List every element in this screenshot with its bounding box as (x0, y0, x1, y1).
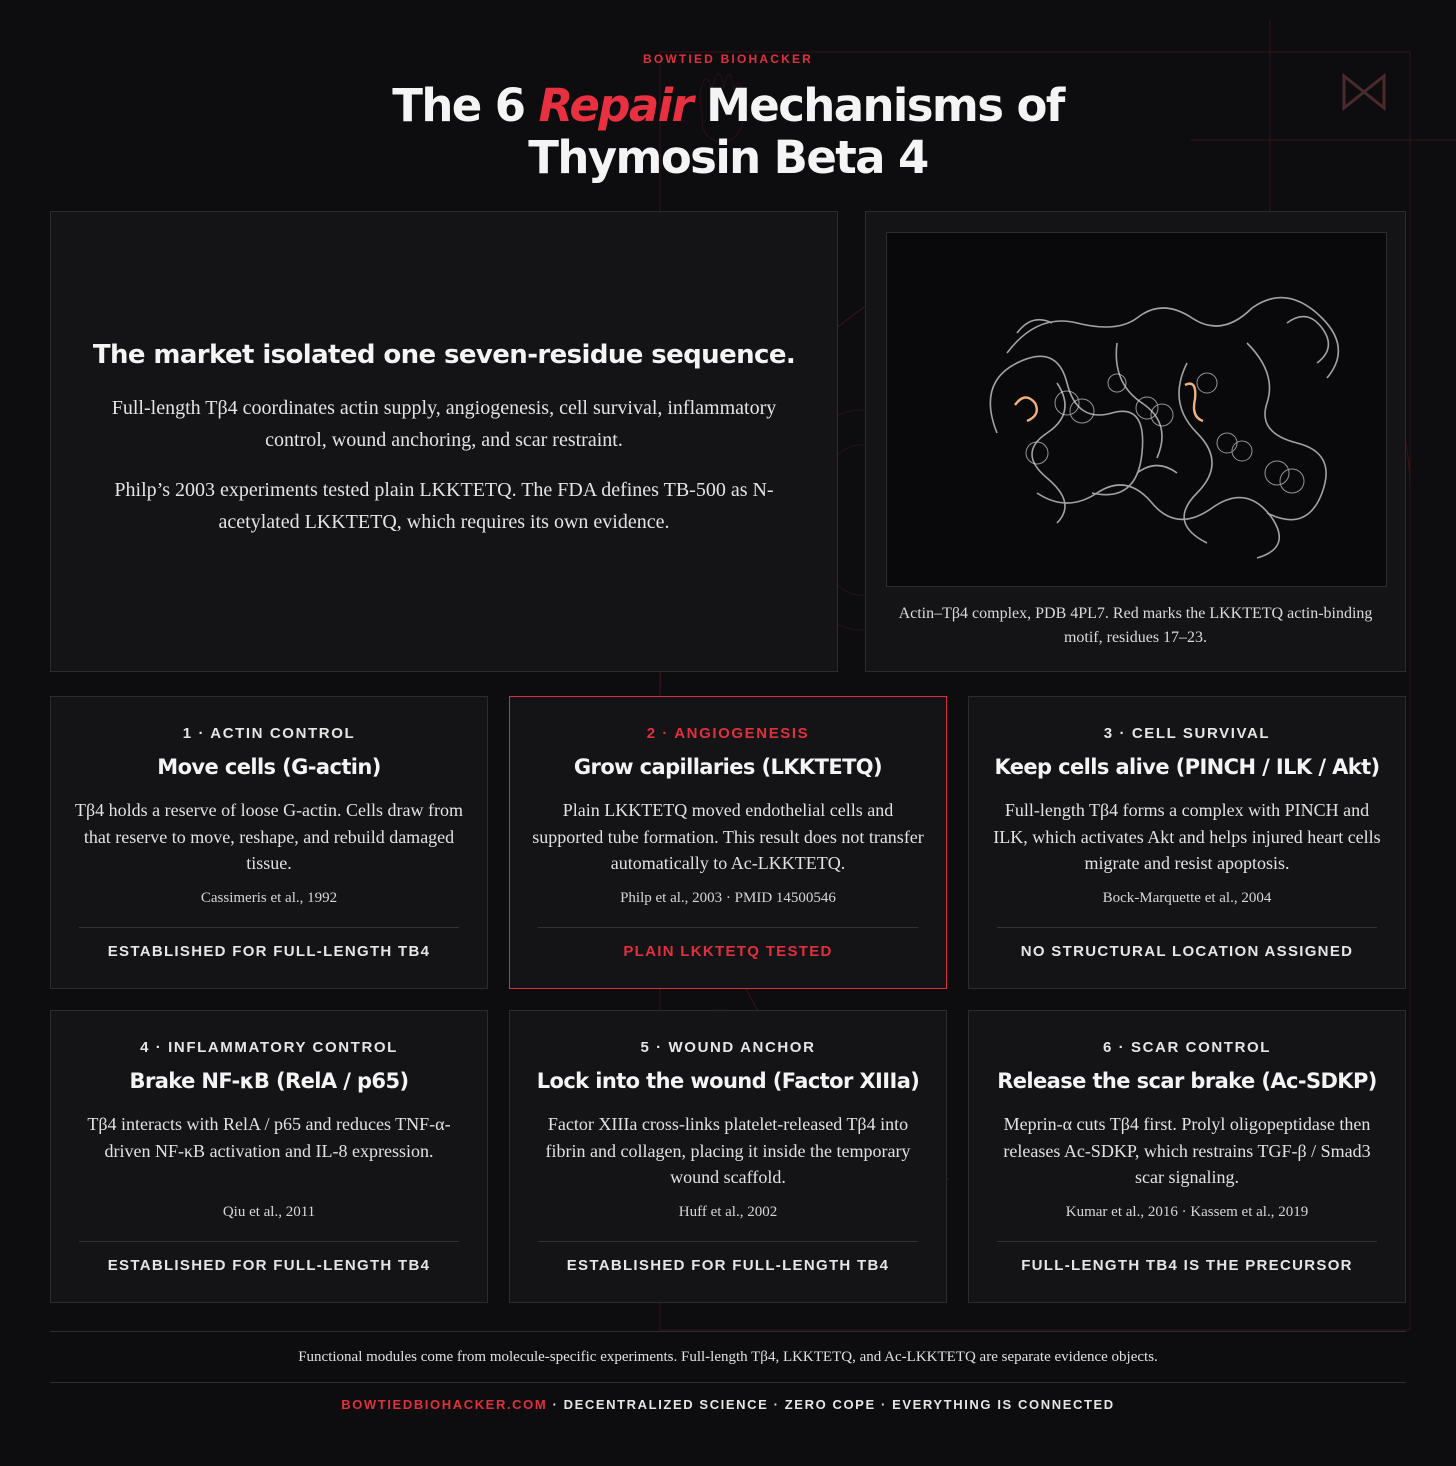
intro-heading: The market isolated one seven-residue sequence. (92, 340, 796, 370)
card-divider (997, 927, 1377, 928)
card-title: Keep cells alive (PINCH / ILK / Akt) (994, 755, 1380, 779)
card-divider (538, 1241, 918, 1242)
card-status: NO STRUCTURAL LOCATION ASSIGNED (1020, 943, 1354, 960)
lkktetq-motif-highlight (1015, 384, 1203, 421)
intro-paragraph-2: Philp’s 2003 experiments tested plain LKKTETQ. The FDA defines TB-500 as N-acetylated LKKTETQ, which requires its own evidence. (114, 479, 774, 533)
title-line-2: Thymosin Beta 4 (528, 131, 928, 184)
card-title: Move cells (G-actin) (157, 755, 381, 779)
mechanism-card-1 (50, 696, 488, 989)
page-title (0, 80, 1456, 184)
intro-paragraph-1: Full-length Tβ4 coordinates actin supply, angiogenesis, cell survival, inflammatory control, wound anchoring, and scar restraint. (111, 397, 777, 451)
card-body: Tβ4 interacts with RelA / p65 and reduces TNF-α-driven NF-κB activation and IL-8 expression. (87, 1114, 451, 1161)
card-divider (79, 1241, 459, 1242)
card-body: Full-length Tβ4 forms a complex with PINCH and ILK, which activates Akt and helps injured heart cells migrate and resist apoptosis. (993, 800, 1381, 873)
title-suffix: Mechanisms of (692, 79, 1064, 132)
card-tag: 6 · SCAR CONTROL (1102, 1039, 1272, 1056)
card-divider (79, 927, 459, 928)
protein-ribbon-drawing (887, 233, 1386, 586)
structure-figure-panel (865, 211, 1406, 672)
footer-slogans: · DECENTRALIZED SCIENCE · ZERO COPE · EVERYTHING IS CONNECTED (547, 1397, 1115, 1412)
mechanism-card-4 (50, 1010, 488, 1303)
card-title: Lock into the wound (Factor XIIIa) (536, 1069, 920, 1093)
card-body: Meprin-α cuts Tβ4 first. Prolyl oligopeptidase then releases Ac-SDKP, which restrains TGF-β / Smad3 scar signaling. (1003, 1114, 1371, 1187)
card-status: PLAIN LKKTETQ TESTED (623, 943, 833, 960)
card-tag: 3 · CELL SURVIVAL (1103, 725, 1271, 742)
footer-site-link[interactable]: BOWTIEDBIOHACKER.COM (341, 1397, 548, 1412)
mechanism-card-3 (968, 696, 1406, 989)
footnote: Functional modules come from molecule-specific experiments. Full-length Tβ4, LKKTETQ, and Ac-LKKTETQ are separate evidence objects. (298, 1349, 1158, 1365)
figure-caption: Actin–Tβ4 complex, PDB 4PL7. Red marks the LKKTETQ actin-binding motif, residues 17–23. (898, 605, 1373, 646)
card-title: Release the scar brake (Ac-SDKP) (997, 1069, 1377, 1093)
card-citation: Bock-Marquette et al., 2004 (1102, 890, 1272, 906)
card-title: Brake NF-κB (RelA / p65) (129, 1069, 409, 1093)
card-body: Plain LKKTETQ moved endothelial cells and supported tube formation. This result does not transfer automatically to Ac-LKKTETQ. (532, 800, 924, 873)
footnote-divider-bottom (50, 1382, 1406, 1383)
card-status: ESTABLISHED FOR FULL-LENGTH TB4 (107, 1257, 431, 1274)
intro-panel (50, 211, 838, 672)
card-tag: 5 · WOUND ANCHOR (640, 1039, 816, 1056)
card-body: Tβ4 holds a reserve of loose G-actin. Cells draw from that reserve to move, reshape, and rebuild damaged tissue. (74, 800, 464, 873)
mechanism-card-6 (968, 1010, 1406, 1303)
card-status: ESTABLISHED FOR FULL-LENGTH TB4 (566, 1257, 890, 1274)
card-title: Grow capillaries (LKKTETQ) (573, 755, 883, 779)
title-prefix: The 6 (392, 79, 539, 132)
mechanism-card-2 (509, 696, 947, 989)
footer-tagline (0, 1397, 1456, 1412)
card-body: Factor XIIIa cross-links platelet-released Tβ4 into fibrin and collagen, placing it inside the temporary wound scaffold. (545, 1114, 911, 1187)
title-accent-word: Repair (538, 79, 693, 132)
card-divider (997, 1241, 1377, 1242)
brand-label: BOWTIED BIOHACKER (642, 52, 814, 66)
protein-structure-image (886, 232, 1387, 587)
card-tag: 4 · INFLAMMATORY CONTROL (140, 1039, 398, 1056)
card-citation: Cassimeris et al., 1992 (200, 890, 338, 906)
card-status: FULL-LENGTH TB4 IS THE PRECURSOR (1021, 1257, 1353, 1274)
card-citation: Kumar et al., 2016 · Kassem et al., 2019 (1065, 1204, 1309, 1220)
card-divider (538, 927, 918, 928)
card-citation: Qiu et al., 2011 (222, 1204, 316, 1220)
card-status: ESTABLISHED FOR FULL-LENGTH TB4 (107, 943, 431, 960)
card-citation: Huff et al., 2002 (678, 1204, 778, 1220)
bowtie-logo-icon (1340, 72, 1388, 112)
card-tag: 2 · ANGIOGENESIS (646, 725, 810, 742)
footnote-divider-top (50, 1331, 1406, 1332)
card-tag: 1 · ACTIN CONTROL (182, 725, 356, 742)
mechanism-card-5 (509, 1010, 947, 1303)
card-citation: Philp et al., 2003 · PMID 14500546 (620, 890, 836, 906)
